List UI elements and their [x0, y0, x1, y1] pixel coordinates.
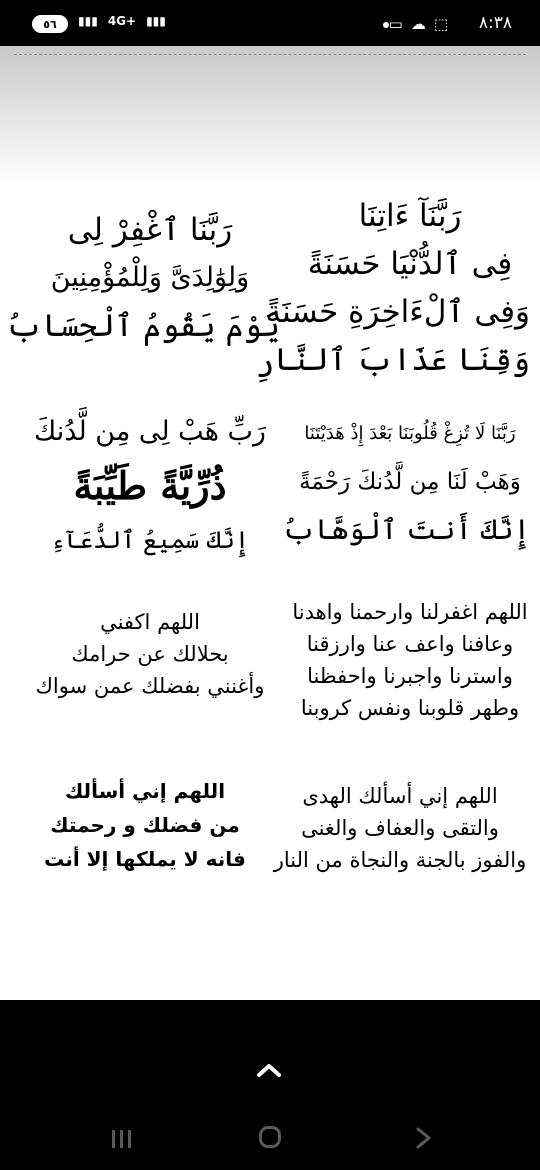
- dua-line: وَفِى ٱلْءَاخِرَةِ حَسَنَةً: [265, 294, 530, 330]
- dua-min-fadlik: [20, 774, 270, 876]
- dua-ikfini: [20, 606, 280, 702]
- dua-line: والفوز بالجنة والنجاة من النار: [273, 848, 527, 872]
- back-icon[interactable]: [414, 1126, 434, 1150]
- dashed-divider: [14, 54, 526, 55]
- recents-icon[interactable]: [110, 1128, 134, 1150]
- dua-line: وَهَبْ لَنَا مِن لَّدُنكَ رَحْمَةً: [299, 469, 521, 495]
- dua-line: إِنَّكَ أَنتَ ٱلْوَهَّابُ: [282, 513, 530, 546]
- network-type: 4G+: [107, 14, 137, 28]
- dua-line: ذُرِّيَّةً طَيِّبَةً: [73, 463, 227, 508]
- clock: ٨:٣٨: [478, 13, 512, 33]
- dua-ighfir-li: [5, 206, 280, 350]
- dua-hab-li: [20, 408, 280, 564]
- chevron-up-icon[interactable]: [254, 1060, 284, 1080]
- top-gradient: [0, 46, 540, 186]
- dua-line: وعافنا واعف عنا وارزقنا: [306, 632, 514, 656]
- screenshot-icon: ⬚: [433, 15, 448, 33]
- dua-line: واسترنا واجبرنا واحفظنا: [307, 664, 513, 688]
- dua-line: يَوْمَ يَقُومُ ٱلْحِسَابُ: [5, 308, 280, 344]
- signal-icons: [78, 14, 166, 28]
- dua-line: فِى ٱلدُّنْيَا حَسَنَةً: [307, 246, 513, 282]
- dua-ighfir-lana: [290, 596, 530, 724]
- dua-line: وَلِوَٰلِدَىَّ وَلِلْمُؤْمِنِينَ: [50, 262, 250, 293]
- dua-line: رَبَّنَا لَا تُزِغْ قُلُوبَنَا بَعْدَ إِذْ هَدَيْتَنَا: [304, 423, 516, 444]
- dua-line: رَبَّنَا ٱغْفِرْ لِى: [67, 212, 233, 248]
- dua-line: من فضلك و رحمتك: [50, 813, 240, 837]
- dua-line: فانه لا يملكها إلا أنت: [44, 847, 246, 871]
- dua-al-huda: [270, 780, 530, 876]
- dua-line: وأغنني بفضلك عمن سواك: [35, 674, 265, 698]
- dua-la-tuzigh: [282, 410, 530, 554]
- dua-line: إِنَّكَ سَمِيعُ ٱلدُّعَآءِ: [50, 526, 250, 554]
- status-icons: [389, 15, 448, 33]
- dua-line: اللهم اغفرلنا وارحمنا واهدنا: [292, 600, 528, 624]
- dua-line: وطهر قلوبنا ونفس كروبنا: [300, 696, 520, 720]
- dua-line: اللهم إني أسألك: [64, 779, 226, 803]
- battery-icon: [32, 15, 68, 33]
- dua-line: رَبِّ هَبْ لِى مِن لَّدُنكَ: [34, 416, 266, 447]
- dua-line: وَقِنَا عَذَابَ ٱلنَّارِ: [255, 342, 530, 378]
- dua-line: رَبَّنَآ ءَاتِنَا: [358, 198, 462, 234]
- video-icon: ▭: [388, 15, 403, 33]
- dua-rabbana-atina: [255, 192, 530, 384]
- signal-2-icon: ▮▮▮: [146, 14, 166, 28]
- signal-1-icon: ▮▮▮: [78, 14, 98, 28]
- dua-line: اللهم اكفني: [100, 610, 200, 634]
- home-icon[interactable]: [259, 1126, 281, 1148]
- status-bar: [0, 0, 540, 46]
- image-viewer[interactable]: [0, 46, 540, 1000]
- dua-line: اللهم إني أسألك الهدى: [302, 784, 498, 808]
- dua-line: بحلالك عن حرامك: [71, 642, 229, 666]
- battery-level: ٥٦: [43, 17, 57, 31]
- dua-line: والتقى والعفاف والغنى: [301, 816, 499, 840]
- navigation-bar: [0, 1000, 540, 1170]
- cloud-icon: ☁: [410, 15, 426, 33]
